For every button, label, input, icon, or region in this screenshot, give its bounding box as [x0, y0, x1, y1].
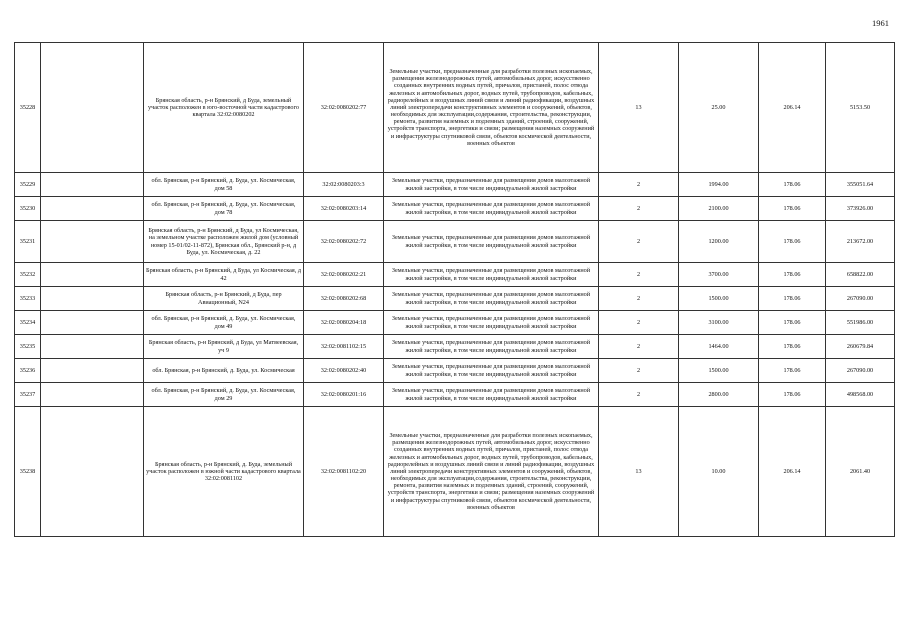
address-cell: Брянская область, р-н Брянский, д Буда, ул Космическая, д 42: [144, 263, 304, 287]
cadastral-value-cell: 213672.00: [826, 221, 895, 263]
use-group-cell: 2: [599, 263, 679, 287]
table-body: [15, 43, 895, 537]
row-id: 35232: [15, 263, 41, 287]
area-cell: 1500.00: [679, 359, 759, 383]
spacer-cell: [41, 311, 144, 335]
land-use-purpose-cell: Земельные участки, предназначенные для разработки полезных ископаемых, размещения железнодорожных путей, автомобильных дорог, искусственно созданных внутренних водных путей, причалов, пристаней, полос отвода железных и автомобильных дорог, водных путей, трубопроводов, кабельных, радиорелейных и воздушных линий связи и линий радиофикации, воздушных линий электропередачи конструктивных элементов и сооружений, объектов, необходимых для эксплуатации,содержания, строительства, реконструкции, ремонта, развития наземных и подземных зданий, строений, сооружений, устройств транспорта, энергетики и связи; размещения наземных сооружений и инфраструктуры спутниковой связи, объектов космической деятельности, военных объектов: [384, 43, 599, 173]
use-group-cell: 2: [599, 359, 679, 383]
specific-value-cell: 178.06: [759, 335, 826, 359]
row-id: 35231: [15, 221, 41, 263]
row-id: 35235: [15, 335, 41, 359]
specific-value-cell: 178.06: [759, 287, 826, 311]
table-row: [15, 311, 895, 335]
spacer-cell: [41, 335, 144, 359]
address-cell: Брянская область, р-н Брянский, д Буда, земельный участок расположен в юго-восточной части кадастрового квартала 32:02:0080202: [144, 43, 304, 173]
use-group-cell: 2: [599, 383, 679, 407]
cadastral-value-table: [14, 42, 895, 537]
cadastral-number-cell: 32:02:0080202:77: [304, 43, 384, 173]
spacer-cell: [41, 407, 144, 537]
row-id: 35233: [15, 287, 41, 311]
area-cell: 3100.00: [679, 311, 759, 335]
land-use-purpose-cell: Земельные участки, предназначенные для размещения домов малоэтажной жилой застройки, в том числе индивидуальной жилой застройки: [384, 263, 599, 287]
address-cell: обл. Брянская, р-н Брянский, д. Буда, ул. Космическая, дом 29: [144, 383, 304, 407]
address-cell: Брянская область, р-н Брянский, д. Буда, земельный участок расположен в южной части кадастрового квартала 32:02:0081102: [144, 407, 304, 537]
cadastral-value-cell: 260679.84: [826, 335, 895, 359]
land-use-purpose-cell: Земельные участки, предназначенные для размещения домов малоэтажной жилой застройки, в том числе индивидуальной жилой застройки: [384, 221, 599, 263]
spacer-cell: [41, 197, 144, 221]
cadastral-value-cell: 551986.00: [826, 311, 895, 335]
specific-value-cell: 178.06: [759, 197, 826, 221]
cadastral-number-cell: 32:02:0080204:18: [304, 311, 384, 335]
cadastral-value-cell: 267090.00: [826, 287, 895, 311]
address-cell: обл. Брянская, р-н Брянский, д. Буда, ул. Космическая, дом 78: [144, 197, 304, 221]
land-use-purpose-cell: Земельные участки, предназначенные для размещения домов малоэтажной жилой застройки, в том числе индивидуальной жилой застройки: [384, 311, 599, 335]
page-number: 1961: [872, 18, 889, 28]
cadastral-number-cell: 32:02:0080202:68: [304, 287, 384, 311]
cadastral-number-cell: 32:02:0080202:21: [304, 263, 384, 287]
row-id: 35238: [15, 407, 41, 537]
area-cell: 10.00: [679, 407, 759, 537]
use-group-cell: 2: [599, 311, 679, 335]
cadastral-value-cell: 355051.64: [826, 173, 895, 197]
cadastral-value-cell: 2061.40: [826, 407, 895, 537]
area-cell: 2800.00: [679, 383, 759, 407]
table-row: [15, 359, 895, 383]
spacer-cell: [41, 43, 144, 173]
table-row: [15, 197, 895, 221]
specific-value-cell: 178.06: [759, 263, 826, 287]
land-use-purpose-cell: Земельные участки, предназначенные для размещения домов малоэтажной жилой застройки, в том числе индивидуальной жилой застройки: [384, 359, 599, 383]
spacer-cell: [41, 173, 144, 197]
specific-value-cell: 178.06: [759, 221, 826, 263]
address-cell: Брянская область, р-н Брянский, д Буда, ул Космическая, на земельном участке расположен жилой дом (условный номер 15-01/02-11-872), Брянская обл., Брянский р-н, д Буда, ул. Космическая, д. 22: [144, 221, 304, 263]
row-id: 35236: [15, 359, 41, 383]
address-cell: обл. Брянская, р-н Брянский, д. Буда, ул. Космическая, дом 58: [144, 173, 304, 197]
land-use-purpose-cell: Земельные участки, предназначенные для размещения домов малоэтажной жилой застройки, в том числе индивидуальной жилой застройки: [384, 197, 599, 221]
area-cell: 25.00: [679, 43, 759, 173]
cadastral-value-cell: 5153.50: [826, 43, 895, 173]
cadastral-number-cell: 32:02:0081102:15: [304, 335, 384, 359]
address-cell: обл. Брянская, р-н Брянский, д. Буда, ул. Космическая, дом 49: [144, 311, 304, 335]
cadastral-number-cell: 32:02:0081102:20: [304, 407, 384, 537]
cadastral-number-cell: 32:02:0080201:16: [304, 383, 384, 407]
cadastral-value-cell: 658822.00: [826, 263, 895, 287]
cadastral-value-cell: 498568.00: [826, 383, 895, 407]
area-cell: 3700.00: [679, 263, 759, 287]
use-group-cell: 2: [599, 335, 679, 359]
cadastral-number-cell: 32:02:0080202:72: [304, 221, 384, 263]
cadastral-value-cell: 267090.00: [826, 359, 895, 383]
land-use-purpose-cell: Земельные участки, предназначенные для размещения домов малоэтажной жилой застройки, в том числе индивидуальной жилой застройки: [384, 335, 599, 359]
area-cell: 1464.00: [679, 335, 759, 359]
use-group-cell: 2: [599, 197, 679, 221]
area-cell: 2100.00: [679, 197, 759, 221]
specific-value-cell: 178.06: [759, 311, 826, 335]
cadastral-number-cell: 32:02:0080202:40: [304, 359, 384, 383]
cadastral-number-cell: 32:02:0080203:14: [304, 197, 384, 221]
table-row: [15, 221, 895, 263]
table-row: [15, 173, 895, 197]
address-cell: обл. Брянская, р-н Брянский, д. Буда, ул. Космическая: [144, 359, 304, 383]
cadastral-number-cell: 32:02:0080203:3: [304, 173, 384, 197]
row-id: 35234: [15, 311, 41, 335]
row-id: 35237: [15, 383, 41, 407]
land-use-purpose-cell: Земельные участки, предназначенные для разработки полезных ископаемых, размещения железнодорожных путей, автомобильных дорог, искусственно созданных внутренних водных путей, причалов, пристаней, полос отвода железных и автомобильных дорог, водных путей, трубопроводов, кабельных, радиорелейных и воздушных линий связи и линий радиофикации, воздушных линий электропередачи конструктивных элементов и сооружений, объектов, необходимых для эксплуатации,содержания, строительства, реконструкции, ремонта, развития наземных и подземных зданий, строений, сооружений, устройств транспорта, энергетики и связи; размещения наземных сооружений и инфраструктуры спутниковой связи, объектов космической деятельности, военных объектов: [384, 407, 599, 537]
specific-value-cell: 206.14: [759, 43, 826, 173]
use-group-cell: 2: [599, 221, 679, 263]
specific-value-cell: 178.06: [759, 173, 826, 197]
cadastral-value-cell: 373926.00: [826, 197, 895, 221]
table-row: [15, 287, 895, 311]
land-use-purpose-cell: Земельные участки, предназначенные для размещения домов малоэтажной жилой застройки, в том числе индивидуальной жилой застройки: [384, 287, 599, 311]
table-row: [15, 43, 895, 173]
spacer-cell: [41, 359, 144, 383]
area-cell: 1500.00: [679, 287, 759, 311]
row-id: 35228: [15, 43, 41, 173]
table-row: [15, 383, 895, 407]
spacer-cell: [41, 383, 144, 407]
spacer-cell: [41, 287, 144, 311]
table-row: [15, 335, 895, 359]
area-cell: 1994.00: [679, 173, 759, 197]
row-id: 35230: [15, 197, 41, 221]
table-row: [15, 263, 895, 287]
row-id: 35229: [15, 173, 41, 197]
specific-value-cell: 206.14: [759, 407, 826, 537]
land-use-purpose-cell: Земельные участки, предназначенные для размещения домов малоэтажной жилой застройки, в том числе индивидуальной жилой застройки: [384, 383, 599, 407]
use-group-cell: 13: [599, 407, 679, 537]
specific-value-cell: 178.06: [759, 383, 826, 407]
specific-value-cell: 178.06: [759, 359, 826, 383]
spacer-cell: [41, 221, 144, 263]
address-cell: Брянская область, р-н Брянский, д Буда, ул Матвеевская, уч 9: [144, 335, 304, 359]
land-use-purpose-cell: Земельные участки, предназначенные для размещения домов малоэтажной жилой застройки, в том числе индивидуальной жилой застройки: [384, 173, 599, 197]
area-cell: 1200.00: [679, 221, 759, 263]
spacer-cell: [41, 263, 144, 287]
use-group-cell: 13: [599, 43, 679, 173]
use-group-cell: 2: [599, 287, 679, 311]
address-cell: Брянская область, р-н Брянский, д Буда, пер Авиационный, N24: [144, 287, 304, 311]
use-group-cell: 2: [599, 173, 679, 197]
table-row: [15, 407, 895, 537]
